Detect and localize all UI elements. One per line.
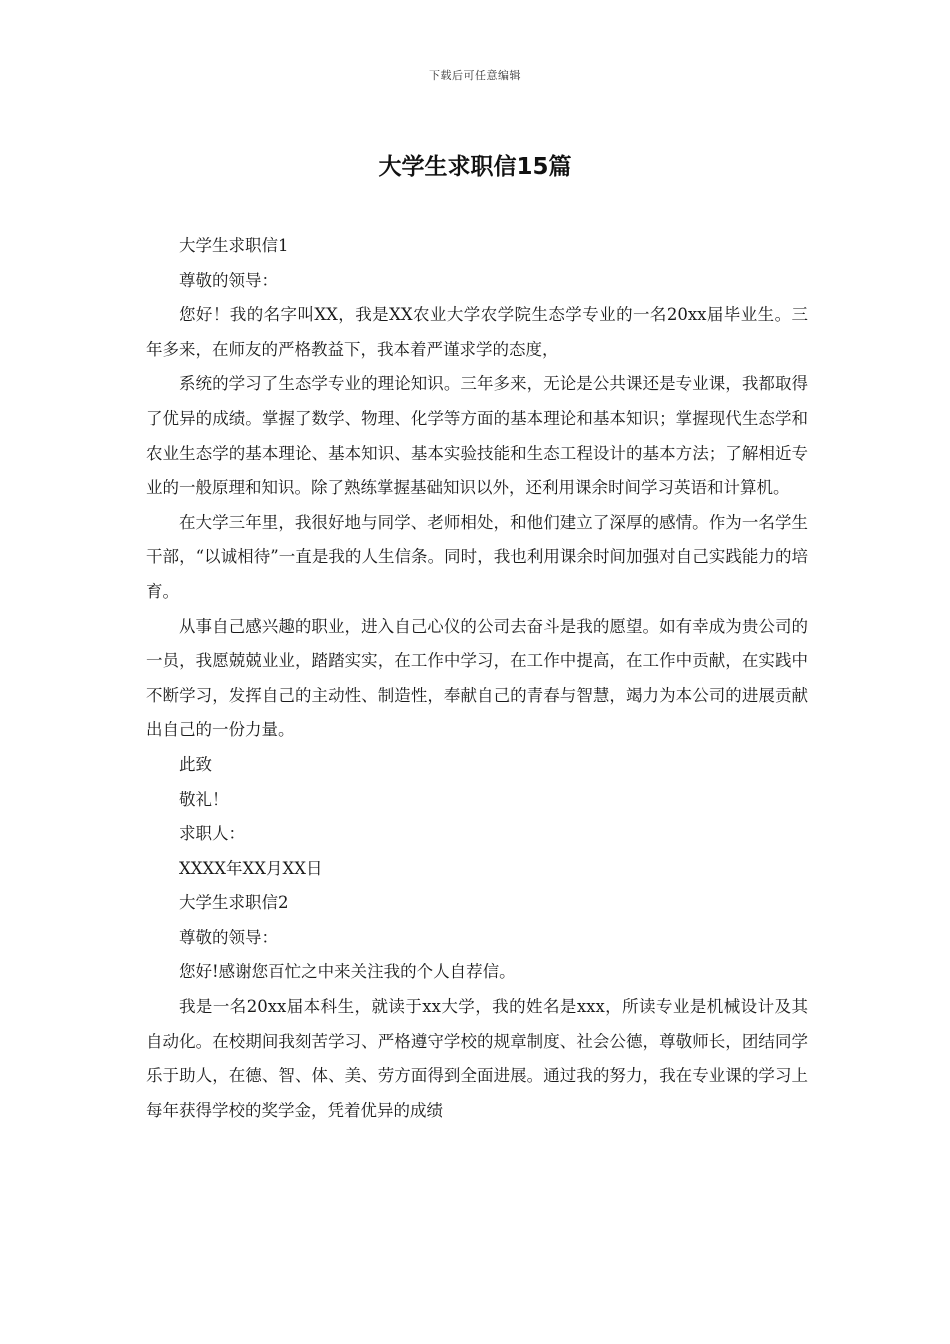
paragraph: 我是一名20xx届本科生，就读于xx大学，我的姓名是xxx，所读专业是机械设计及其自动化。在校期间我刻苦学习、严格遵守学校的规章制度、社会公德，尊敬师长，团结同学乐于助人，在德、智、体、美、劳方面得到全面进展。通过我的努力，我在专业课的学习上每年获得学校的奖学金，凭着优异的成绩 <box>146 997 808 1120</box>
signature-line: 求职人： <box>179 824 245 844</box>
closing-line: 敬礼！ <box>179 789 229 809</box>
date-line: XXXX年XX月XX日 <box>179 858 323 878</box>
paragraph: 系统的学习了生态学专业的理论知识。三年多来，无论是公共课还是专业课，我都取得了优异的成绩。掌握了数学、物理、化学等方面的基本理论和基本知识；掌握现代生态学和农业生态学的基本理论、基本知识、基本实验技能和生态工程设计的基本方法；了解相近专业的一般原理和知识。除了熟练掌握基础知识以外，还利用课余时间学习英语和计算机。 <box>146 374 808 498</box>
paragraph: 您好!感谢您百忙之中来关注我的个人自荐信。 <box>179 962 516 982</box>
document-title: 大学生求职信15篇 <box>378 154 572 180</box>
paragraph: 从事自己感兴趣的职业，进入自己心仪的公司去奋斗是我的愿望。如有幸成为贵公司的一员，我愿兢兢业业，踏踏实实，在工作中学习，在工作中提高，在工作中贡献，在实践中不断学习，发挥自己的主动性、制造性，奉献自己的青春与智慧，竭力为本公司的进展贡献出自己的一份力量。 <box>146 616 808 740</box>
salutation: 尊敬的领导： <box>179 270 278 290</box>
paragraph: 您好！我的名字叫XX，我是XX农业大学农学院生态学专业的一名20xx届毕业生。三年多来，在师友的严格教益下，我本着严谨求学的态度， <box>146 305 808 359</box>
paragraph: 在大学三年里，我很好地与同学、老师相处，和他们建立了深厚的感情。作为一名学生干部，“以诚相待”一直是我的人生信条。同时，我也利用课余时间加强对自己实践能力的培育。 <box>146 512 808 601</box>
section-heading-1: 大学生求职信1 <box>179 236 289 255</box>
page-header-note: 下载后可任意编辑 <box>429 69 521 82</box>
document-body <box>146 229 808 1128</box>
section-heading-2: 大学生求职信2 <box>179 893 289 913</box>
closing-line: 此致 <box>179 754 212 774</box>
salutation: 尊敬的领导： <box>179 927 278 947</box>
